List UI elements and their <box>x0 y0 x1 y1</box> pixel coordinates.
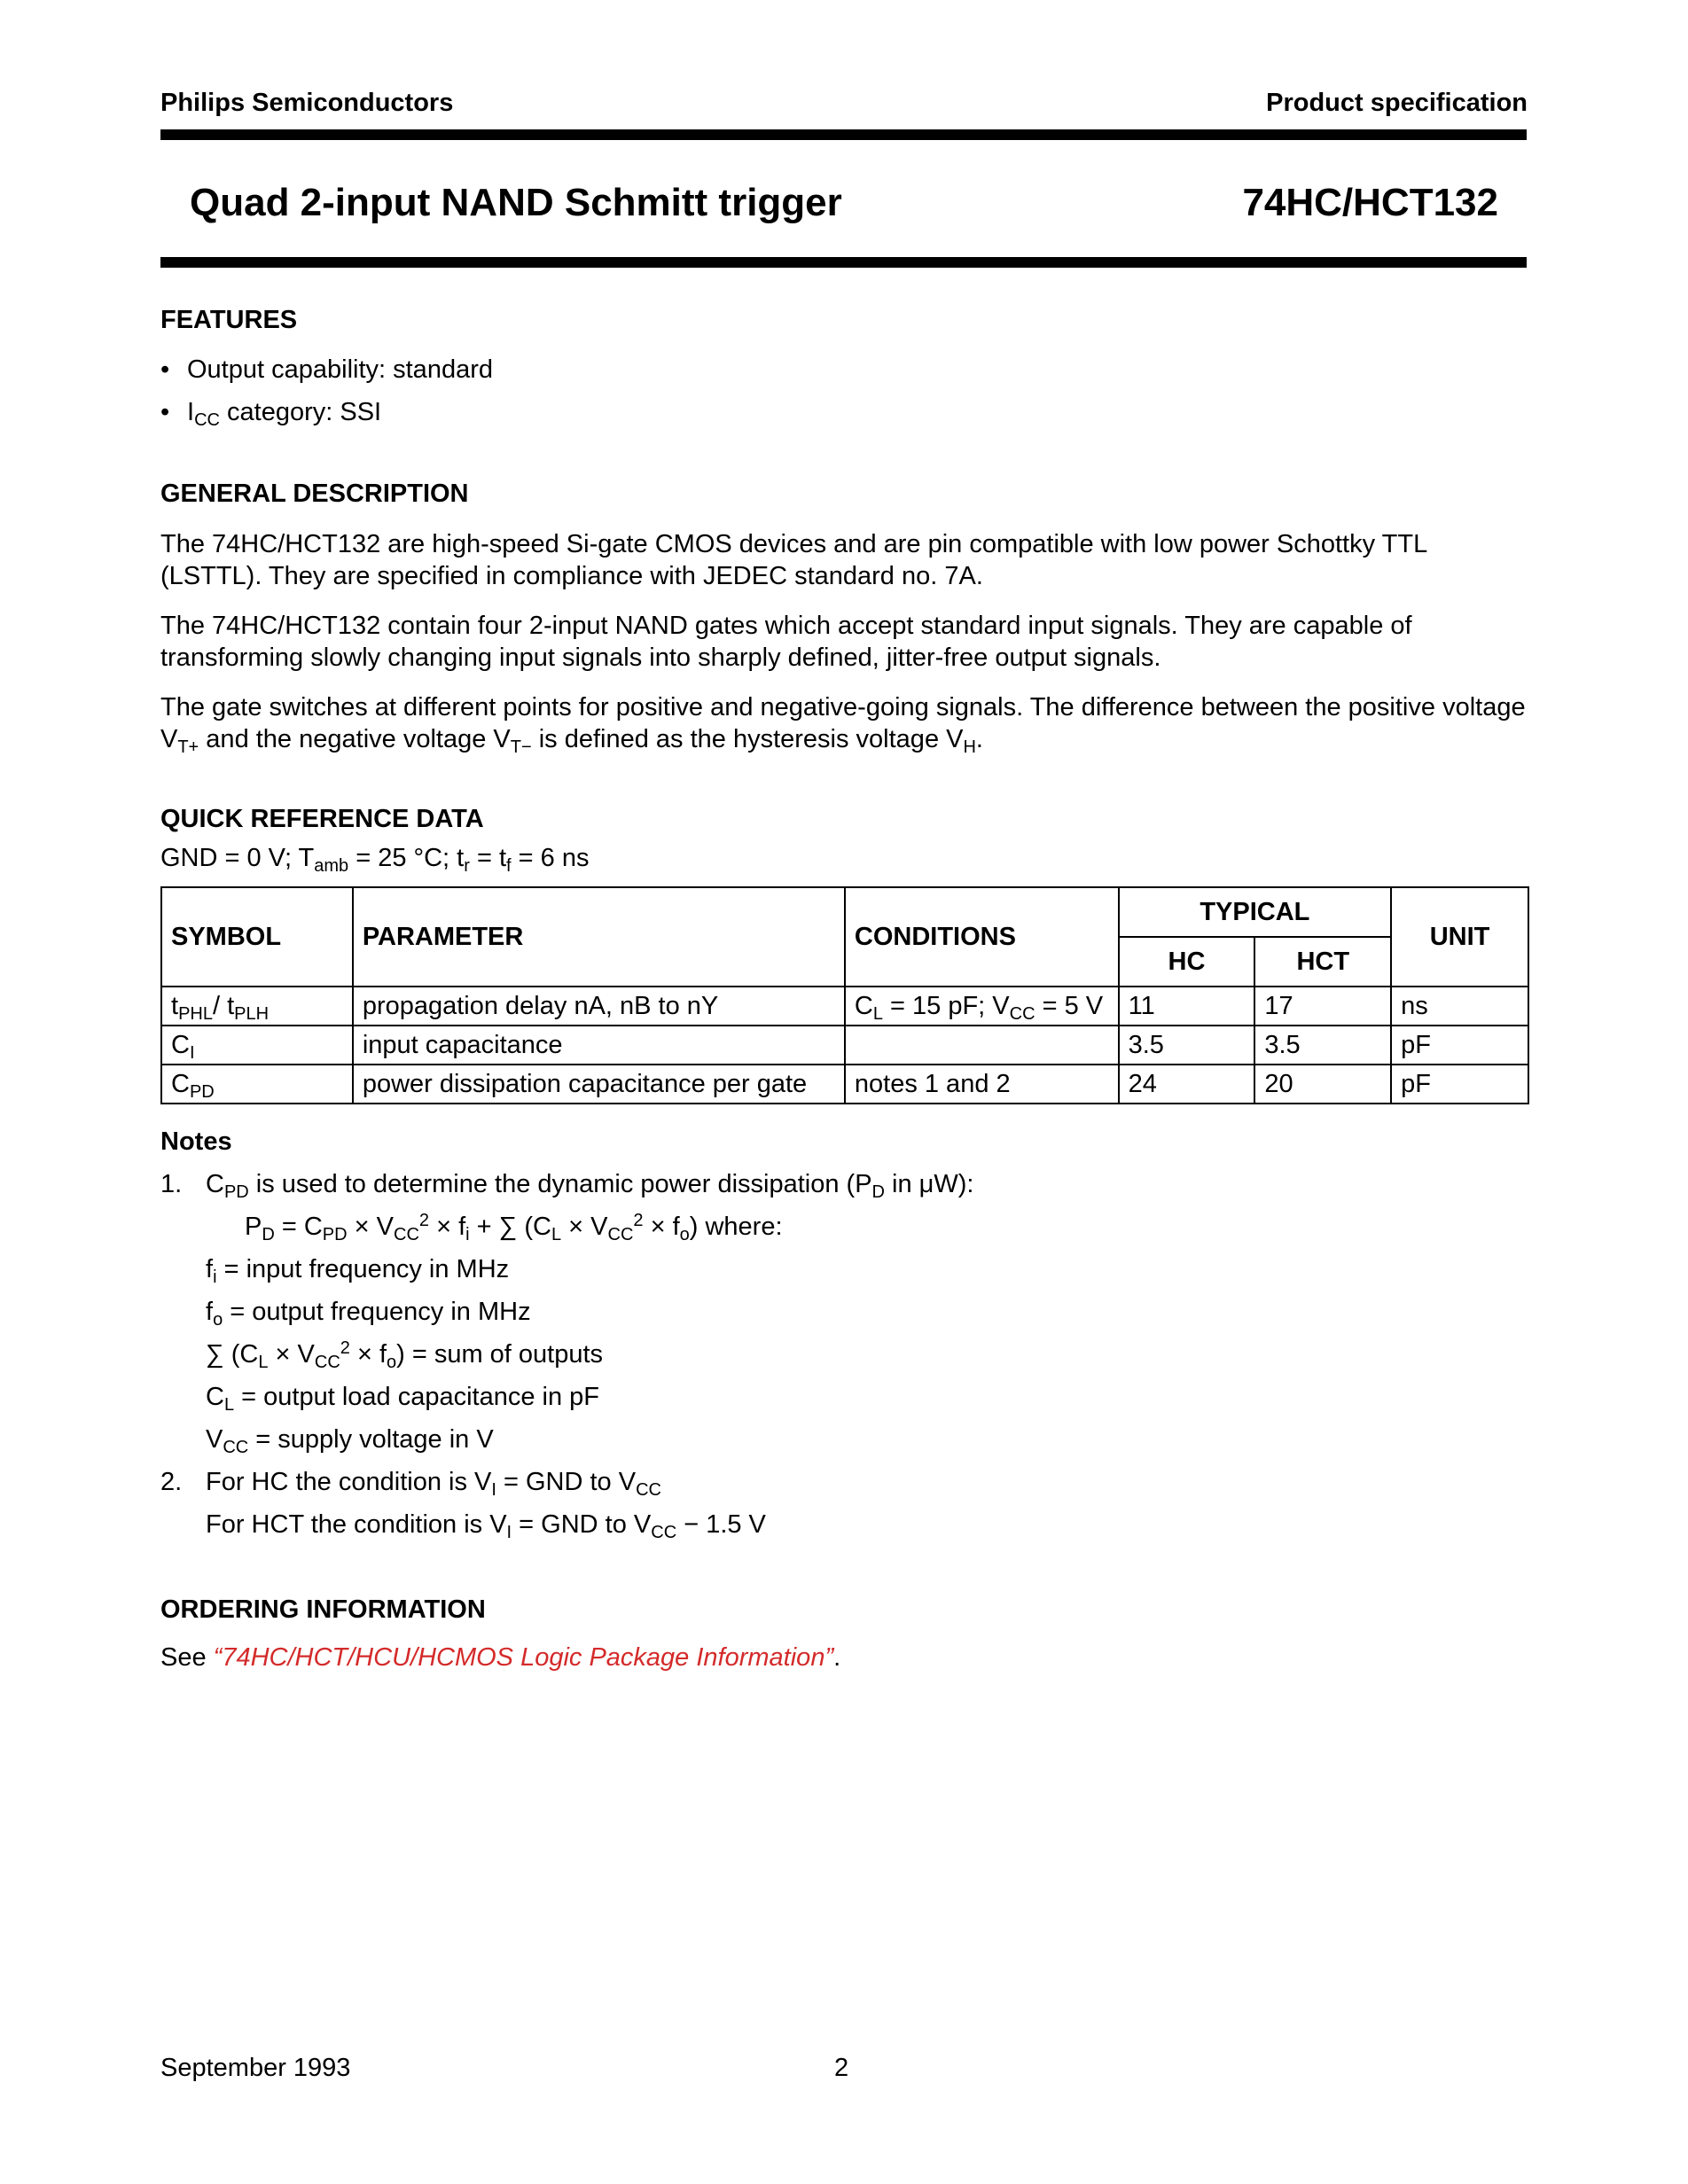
cell-unit: pF <box>1391 1026 1528 1065</box>
cell-symbol: $C_{PD}$ <box>161 1065 353 1104</box>
cell-symbol: $C_I$ <box>161 1026 353 1065</box>
col-hc: HC <box>1119 937 1255 987</box>
col-typical: TYPICAL <box>1119 887 1392 937</box>
description-paragraph: The 74HC/HCT132 contain four 2-input NAND gates which accept standard input signals. They are capable of transforming slowly changing input signals into sharply defined, jitter-free output signals. <box>160 612 1412 672</box>
quick-reference-conditions: GND = 0 V; $T_{amb} = 25$ °C; $t_r = t_f = 6$ ns <box>160 844 590 876</box>
bullet-icon: • <box>160 398 170 426</box>
features-heading: FEATURES <box>160 306 298 334</box>
cell-hct: 20 <box>1254 1065 1391 1104</box>
cell-parameter: propagation delay nA, nB to nY <box>353 987 845 1026</box>
table-row <box>161 1065 1528 1104</box>
note-definition: $f_i$ = input frequency in MHz <box>206 1255 510 1287</box>
cell-hc: 3.5 <box>1119 1026 1255 1065</box>
notes-heading: Notes <box>160 1127 232 1156</box>
footer-date: September 1993 <box>160 2054 351 2082</box>
table-row <box>161 1026 1528 1065</box>
col-parameter: PARAMETER <box>353 887 845 987</box>
cell-parameter: power dissipation capacitance per gate <box>353 1065 845 1104</box>
power-equation: $P_D = C_{PD} \times V_{CC}^2 \times f_i$ + ∑ $(C_L \times V_{CC}^2 \times f_o)$ where: <box>245 1211 783 1244</box>
note-1: $C_{PD}$ is used to determine the dynamic power dissipation ($P_D$ in μW): <box>206 1170 974 1202</box>
page-number: 2 <box>834 2054 849 2082</box>
cell-unit: pF <box>1391 1065 1528 1104</box>
cell-conditions <box>845 1026 1119 1065</box>
cell-hct: 17 <box>1254 987 1391 1026</box>
col-unit: UNIT <box>1391 887 1528 987</box>
header-rule-bottom <box>160 257 1527 268</box>
cell-hc: 24 <box>1119 1065 1255 1104</box>
col-symbol: SYMBOL <box>161 887 353 987</box>
description-paragraph: The gate switches at different points for positive and negative-going signals. The difference between the positive voltage $V_{T+}$ and the negative voltage $V_{T-}$ is defined as the hysteresis voltage $V_H$. <box>160 693 1526 757</box>
note-definition: ∑ $(C_L \times V_{CC}^2 \times f_o)$ = sum of outputs <box>206 1338 604 1372</box>
company-name: Philips Semiconductors <box>160 89 454 117</box>
general-description-heading: GENERAL DESCRIPTION <box>160 480 469 508</box>
note-number: 1. <box>160 1170 183 1198</box>
note-definition: $C_L$ = output load capacitance in pF <box>206 1383 599 1415</box>
cell-hct: 3.5 <box>1254 1026 1391 1065</box>
quick-reference-table <box>160 886 1529 1104</box>
note-2: For HC the condition is $V_I$ = GND to $V_{CC}$ <box>206 1468 661 1500</box>
note-definition: $V_{CC}$ = supply voltage in V <box>206 1425 494 1457</box>
cell-hc: 11 <box>1119 987 1255 1026</box>
bullet-icon: • <box>160 355 170 384</box>
col-conditions: CONDITIONS <box>845 887 1119 987</box>
cell-conditions: $C_L = 15$ pF; $V_{CC} = 5$ V <box>845 987 1119 1026</box>
cell-symbol: $t_{PHL}/$ $t_{PLH}$ <box>161 987 353 1026</box>
note-definition: $f_o$ = output frequency in MHz <box>206 1298 531 1330</box>
part-number: 74HC/HCT132 <box>1242 181 1498 224</box>
description-paragraph: The 74HC/HCT132 are high-speed Si-gate CMOS devices and are pin compatible with low power Schottky TTL (LSTTL). They are specified in compliance with JEDEC standard no. 7A. <box>160 530 1427 590</box>
col-hct: HCT <box>1254 937 1391 987</box>
document-type: Product specification <box>1266 89 1528 117</box>
ordering-heading: ORDERING INFORMATION <box>160 1595 486 1624</box>
cell-unit: ns <box>1391 987 1528 1026</box>
feature-item: • $I_{CC}$ category: SSI <box>160 398 382 430</box>
ordering-text: See “74HC/HCT/HCU/HCMOS Logic Package Information”. <box>160 1643 841 1672</box>
note-number: 2. <box>160 1468 183 1496</box>
cell-parameter: input capacitance <box>353 1026 845 1065</box>
cell-conditions: notes 1 and 2 <box>845 1065 1119 1104</box>
header-rule-top <box>160 129 1527 140</box>
feature-item: • Output capability: standard <box>160 355 493 384</box>
quick-reference-heading: QUICK REFERENCE DATA <box>160 805 484 833</box>
package-info-link[interactable]: “74HC/HCT/HCU/HCMOS Logic Package Information” <box>213 1643 834 1672</box>
product-title: Quad 2-input NAND Schmitt trigger <box>190 181 842 224</box>
table-row <box>161 987 1528 1026</box>
note-2-continued: For HCT the condition is $V_I$ = GND to $V_{CC} - 1.5$ V <box>206 1510 766 1542</box>
